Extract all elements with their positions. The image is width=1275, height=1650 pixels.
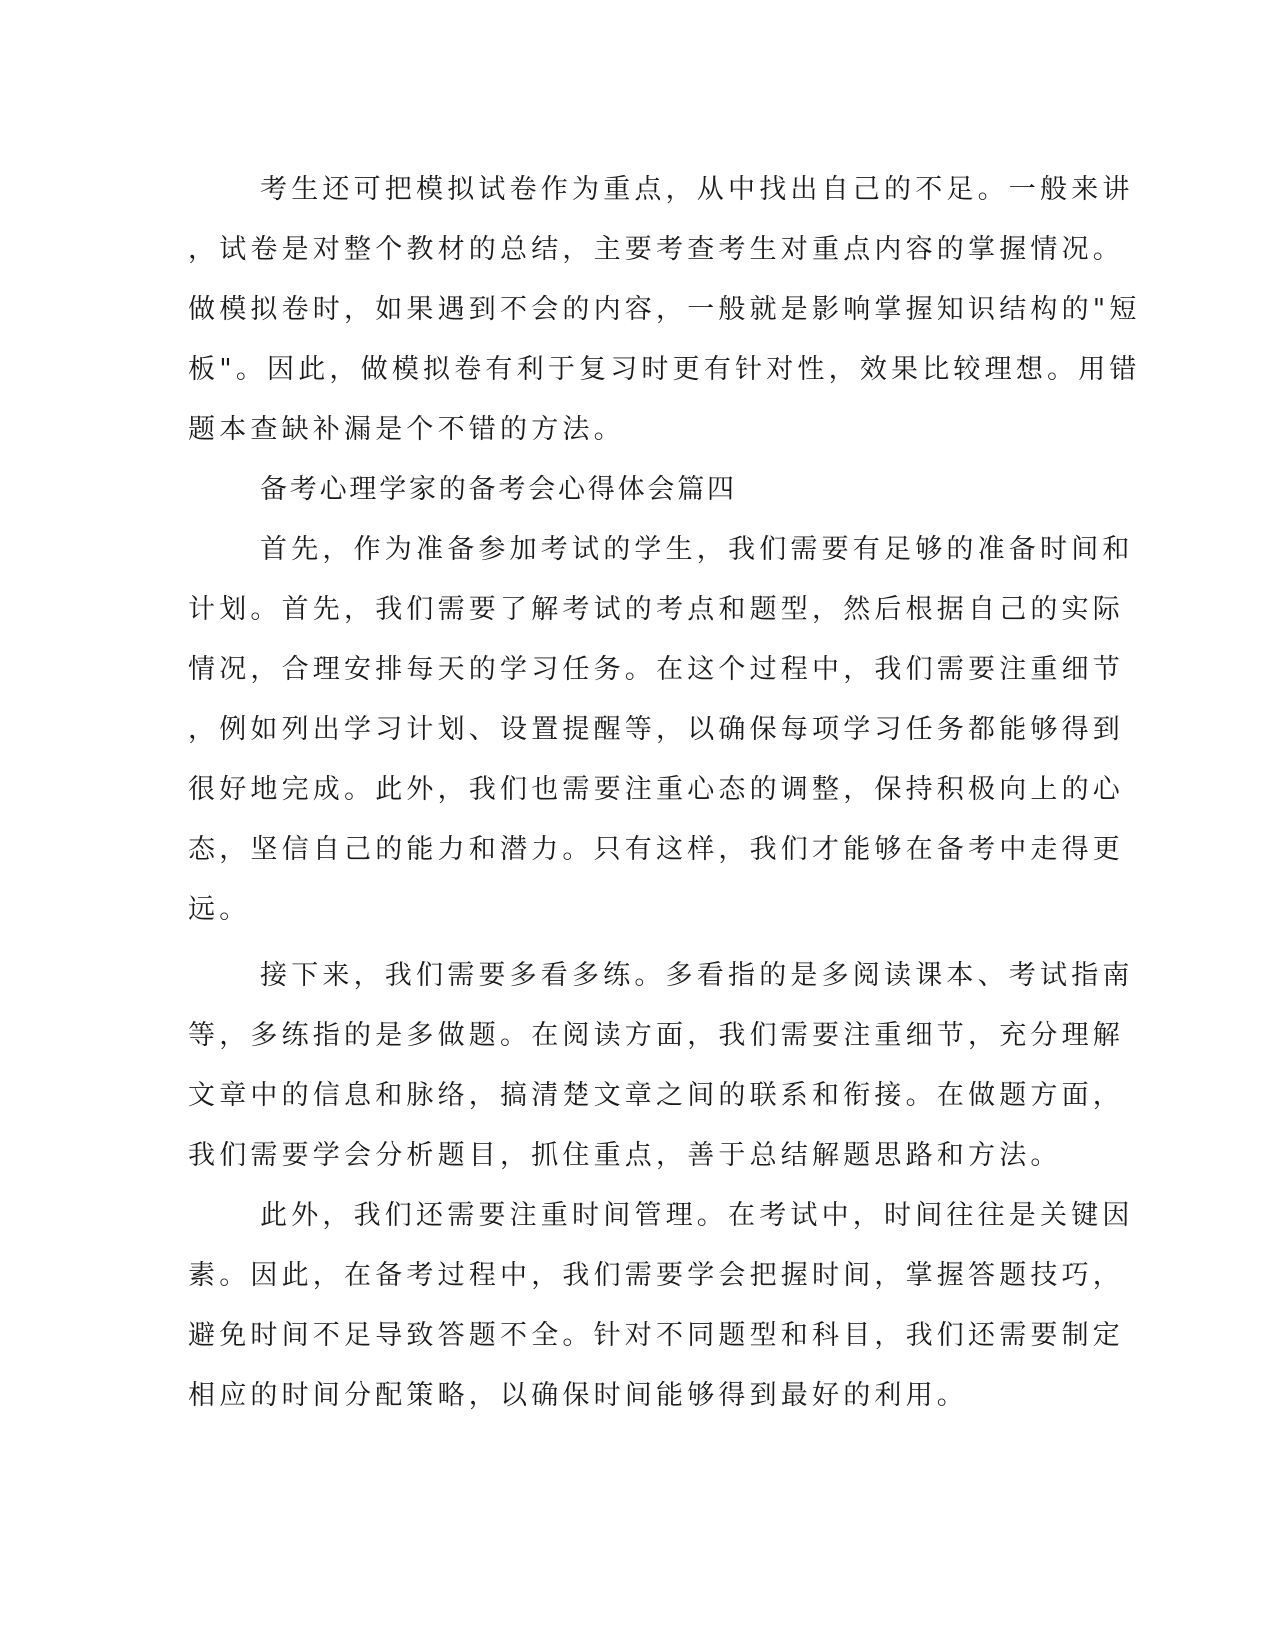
paragraph-line: 题本查缺补漏是个不错的方法。: [188, 414, 625, 445]
paragraph-line: 情况，合理安排每天的学习任务。在这个过程中，我们需要注重细节: [188, 654, 1124, 685]
paragraph-line: ，例如列出学习计划、设置提醒等，以确保每项学习任务都能够得到: [188, 714, 1124, 745]
paragraph-line: ，试卷是对整个教材的总结，主要考查考生对重点内容的掌握情况。: [188, 234, 1124, 265]
paragraph-line: 考生还可把模拟试卷作为重点，从中找出自己的不足。一般来讲: [260, 174, 1134, 205]
paragraph-mock-exam: [188, 160, 1141, 460]
paragraph-line: 文章中的信息和脉络，搞清楚文章之间的联系和衔接。在做题方面，: [188, 1080, 1124, 1111]
paragraph-line: 相应的时间分配策略，以确保时间能够得到最好的利用。: [188, 1380, 968, 1411]
document-page: [188, 160, 1141, 1426]
paragraph-line: 很好地完成。此外，我们也需要注重心态的调整，保持积极向上的心: [188, 774, 1124, 805]
paragraph-line: 接下来，我们需要多看多练。多看指的是多阅读课本、考试指南: [260, 960, 1134, 991]
paragraph-line: 此外，我们还需要注重时间管理。在考试中，时间往往是关键因: [260, 1200, 1134, 1231]
paragraph-line: 我们需要学会分析题目，抓住重点，善于总结解题思路和方法。: [188, 1140, 1062, 1171]
paragraph-line: 首先，作为准备参加考试的学生，我们需要有足够的准备时间和: [260, 534, 1134, 565]
paragraph-line: 等，多练指的是多做题。在阅读方面，我们需要注重细节，充分理解: [188, 1020, 1124, 1051]
paragraph-time-management: [188, 1186, 1134, 1426]
paragraph-read-and-practice: [188, 946, 1134, 1186]
paragraph-line: 素。因此，在备考过程中，我们需要学会把握时间，掌握答题技巧，: [188, 1260, 1124, 1291]
paragraph-line: 计划。首先，我们需要了解考试的考点和题型，然后根据自己的实际: [188, 594, 1124, 625]
paragraph-line: 做模拟卷时，如果遇到不会的内容，一般就是影响掌握知识结构的"短: [188, 294, 1141, 325]
paragraph-line: 避免时间不足导致答题不全。针对不同题型和科目，我们还需要制定: [188, 1320, 1124, 1351]
paragraph-line: 远。: [188, 894, 251, 925]
paragraph-line: 板"。因此，做模拟卷有利于复习时更有针对性，效果比较理想。用错: [188, 354, 1141, 385]
paragraph-line: 态，坚信自己的能力和潜力。只有这样，我们才能够在备考中走得更: [188, 834, 1124, 865]
section-heading: 备考心理学家的备考会心得体会篇四: [260, 474, 737, 505]
paragraph-preparation-plan: [188, 520, 1134, 940]
